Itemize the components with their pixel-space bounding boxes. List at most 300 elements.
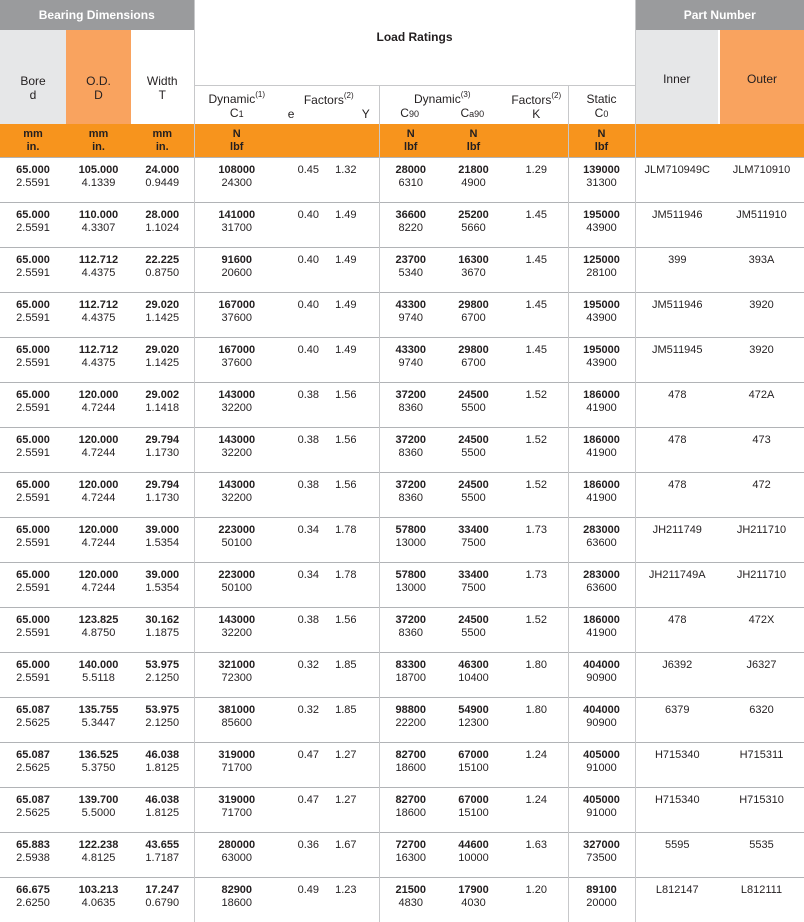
cell-c1 — [194, 338, 279, 383]
c0-value-secondary: 31300 — [569, 177, 635, 190]
c1-value-primary: 223000 — [195, 524, 280, 537]
cell-ca90 — [442, 698, 505, 743]
k-value: 1.80 — [526, 659, 547, 671]
cell-k — [505, 248, 568, 293]
k-value: 1.45 — [526, 209, 547, 221]
od-value-primary: 140.000 — [66, 659, 131, 672]
od-value-primary: 112.712 — [66, 254, 131, 267]
width-value-primary: 29.020 — [131, 344, 194, 357]
ca90-value-primary: 29800 — [442, 344, 505, 357]
od-value-secondary: 4.7244 — [66, 447, 131, 460]
width-value-secondary: 1.1730 — [131, 447, 194, 460]
cell-outer — [719, 473, 804, 518]
c1-subscript: 1 — [239, 109, 244, 119]
cell-e — [279, 383, 319, 428]
bore-label: Bore — [0, 74, 66, 88]
unit-imperial: in. — [0, 141, 66, 154]
cell-e — [279, 788, 319, 833]
c1-value-secondary: 50100 — [195, 582, 280, 595]
unit-imperial: lbf — [380, 141, 443, 154]
cell-ca90 — [442, 608, 505, 653]
c1-value-primary: 91600 — [195, 254, 280, 267]
width-value-secondary: 1.1024 — [131, 222, 194, 235]
cell-k — [505, 653, 568, 698]
outer-value: L812111 — [741, 884, 782, 896]
cell-c90 — [379, 788, 442, 833]
od-value-secondary: 4.8750 — [66, 627, 131, 640]
cell-y — [319, 473, 379, 518]
y-value: 1.49 — [335, 254, 356, 266]
width-value-secondary: 2.1250 — [131, 717, 194, 730]
c1-value-secondary: 50100 — [195, 537, 280, 550]
y-value: 1.23 — [335, 884, 356, 896]
cell-k — [505, 833, 568, 878]
cell-c90 — [379, 878, 442, 922]
od-value-secondary: 5.5118 — [66, 672, 131, 685]
cell-inner — [635, 383, 719, 428]
outer-value: 3920 — [749, 344, 773, 356]
cell-k — [505, 788, 568, 833]
cell-bore — [0, 428, 66, 473]
cell-width — [131, 653, 194, 698]
cell-od — [66, 203, 131, 248]
static-label: Static — [569, 92, 635, 106]
cell-c1 — [194, 608, 279, 653]
cell-c0 — [568, 428, 635, 473]
cell-width — [131, 608, 194, 653]
bore-value-secondary: 2.5625 — [0, 762, 66, 775]
bore-value-secondary: 2.5591 — [0, 357, 66, 370]
inner-value: 478 — [668, 389, 686, 401]
ca90-value-primary: 33400 — [442, 524, 505, 537]
width-value-secondary: 0.9449 — [131, 177, 194, 190]
od-value-primary: 122.238 — [66, 839, 131, 852]
cell-bore — [0, 743, 66, 788]
cell-c90 — [379, 563, 442, 608]
cell-y — [319, 293, 379, 338]
c1-value-secondary: 37600 — [195, 357, 280, 370]
c0-value-secondary: 41900 — [569, 627, 635, 640]
cell-inner — [635, 608, 719, 653]
ca90-value-primary: 24500 — [442, 434, 505, 447]
unit-e — [279, 124, 319, 158]
c90-value-primary: 36600 — [380, 209, 443, 222]
bore-value-secondary: 2.5591 — [0, 177, 66, 190]
cell-inner — [635, 653, 719, 698]
width-value-primary: 29.002 — [131, 389, 194, 402]
cell-c0 — [568, 833, 635, 878]
cell-y — [319, 203, 379, 248]
inner-value: 478 — [668, 434, 686, 446]
c1-value-secondary: 18600 — [195, 897, 280, 910]
c1-symbol: C — [230, 106, 239, 120]
c0-subscript: 0 — [603, 109, 608, 119]
cell-c1 — [194, 833, 279, 878]
cell-c0 — [568, 248, 635, 293]
ca90-value-primary: 67000 — [442, 794, 505, 807]
k-value: 1.52 — [526, 434, 547, 446]
load-ratings-header — [194, 0, 635, 85]
bore-value-primary: 65.000 — [0, 659, 66, 672]
cell-e — [279, 743, 319, 788]
cell-bore — [0, 653, 66, 698]
cell-c1 — [194, 203, 279, 248]
cell-k — [505, 518, 568, 563]
table-row — [0, 383, 804, 428]
cell-outer — [719, 383, 804, 428]
cell-od — [66, 338, 131, 383]
od-header — [66, 30, 131, 124]
od-value-secondary: 4.7244 — [66, 402, 131, 415]
c0-value-secondary: 41900 — [569, 492, 635, 505]
cell-outer — [719, 608, 804, 653]
od-value-primary: 120.000 — [66, 434, 131, 447]
c90-value-secondary: 9740 — [380, 312, 443, 325]
cell-width — [131, 518, 194, 563]
cell-c0 — [568, 158, 635, 203]
cell-od — [66, 698, 131, 743]
cell-bore — [0, 383, 66, 428]
cell-width — [131, 473, 194, 518]
ca90-symbol: C — [461, 106, 470, 120]
cell-inner — [635, 743, 719, 788]
c90-value-primary: 21500 — [380, 884, 443, 897]
cell-c0 — [568, 518, 635, 563]
cell-e — [279, 338, 319, 383]
c90-value-primary: 57800 — [380, 569, 443, 582]
c90-value-primary: 43300 — [380, 344, 443, 357]
dynamic3-header — [379, 85, 505, 124]
cell-e — [279, 563, 319, 608]
cell-c1 — [194, 383, 279, 428]
dynamic3-label: Dynamic — [414, 92, 461, 106]
outer-value: JH211710 — [737, 569, 786, 581]
cell-c90 — [379, 158, 442, 203]
cell-bore — [0, 203, 66, 248]
width-value-primary: 39.000 — [131, 524, 194, 537]
width-value-primary: 22.225 — [131, 254, 194, 267]
c1-value-primary: 167000 — [195, 344, 280, 357]
inner-value: JH211749A — [649, 569, 706, 581]
width-value-secondary: 1.8125 — [131, 807, 194, 820]
cell-c90 — [379, 518, 442, 563]
cell-y — [319, 563, 379, 608]
y-value: 1.27 — [335, 749, 356, 761]
cell-od — [66, 563, 131, 608]
cell-od — [66, 608, 131, 653]
e-value: 0.38 — [298, 434, 319, 446]
ca90-value-secondary: 3670 — [442, 267, 505, 280]
c90-value-primary: 82700 — [380, 794, 443, 807]
cell-ca90 — [442, 248, 505, 293]
c1-value-secondary: 24300 — [195, 177, 280, 190]
cell-od — [66, 833, 131, 878]
table-row — [0, 608, 804, 653]
bore-value-primary: 65.000 — [0, 614, 66, 627]
ca90-value-primary: 17900 — [442, 884, 505, 897]
cell-width — [131, 158, 194, 203]
width-value-secondary: 1.1875 — [131, 627, 194, 640]
od-value-secondary: 5.3447 — [66, 717, 131, 730]
unit-ca90 — [442, 124, 505, 158]
c90-value-secondary: 8360 — [380, 627, 443, 640]
cell-c0 — [568, 788, 635, 833]
bore-value-secondary: 2.5591 — [0, 627, 66, 640]
c1-value-secondary: 85600 — [195, 717, 280, 730]
ca90-value-primary: 24500 — [442, 479, 505, 492]
cell-ca90 — [442, 833, 505, 878]
cell-outer — [719, 158, 804, 203]
cell-k — [505, 608, 568, 653]
bore-value-primary: 66.675 — [0, 884, 66, 897]
factors-b-label: Factors — [511, 93, 551, 107]
e-value: 0.36 — [298, 839, 319, 851]
ca90-value-primary: 16300 — [442, 254, 505, 267]
bore-value-primary: 65.087 — [0, 749, 66, 762]
c0-value-primary: 327000 — [569, 839, 635, 852]
ca90-value-secondary: 6700 — [442, 312, 505, 325]
bore-value-secondary: 2.5591 — [0, 402, 66, 415]
y-value: 1.85 — [335, 659, 356, 671]
c0-value-primary: 125000 — [569, 254, 635, 267]
bore-symbol: d — [0, 88, 66, 102]
c0-value-primary: 186000 — [569, 434, 635, 447]
e-value: 0.49 — [298, 884, 319, 896]
bore-value-primary: 65.000 — [0, 299, 66, 312]
c1-value-primary: 321000 — [195, 659, 280, 672]
c0-value-primary: 195000 — [569, 209, 635, 222]
ca90-value-secondary: 7500 — [442, 537, 505, 550]
inner-value: 399 — [668, 254, 686, 266]
cell-bore — [0, 698, 66, 743]
y-value: 1.56 — [335, 389, 356, 401]
cell-bore — [0, 518, 66, 563]
unit-bore — [0, 124, 66, 158]
cell-bore — [0, 788, 66, 833]
unit-metric: N — [569, 128, 635, 141]
cell-bore — [0, 563, 66, 608]
cell-width — [131, 563, 194, 608]
y-value: 1.85 — [335, 704, 356, 716]
od-value-secondary: 5.5000 — [66, 807, 131, 820]
unit-imperial: lbf — [569, 141, 635, 154]
c90-value-primary: 23700 — [380, 254, 443, 267]
e-value: 0.40 — [298, 299, 319, 311]
cell-y — [319, 608, 379, 653]
od-value-secondary: 4.8125 — [66, 852, 131, 865]
k-value: 1.80 — [526, 704, 547, 716]
cell-k — [505, 428, 568, 473]
ca90-value-secondary: 12300 — [442, 717, 505, 730]
bore-value-primary: 65.000 — [0, 524, 66, 537]
width-header — [131, 30, 194, 124]
width-value-primary: 24.000 — [131, 164, 194, 177]
c0-value-primary: 283000 — [569, 569, 635, 582]
e-value: 0.32 — [298, 704, 319, 716]
bore-value-primary: 65.000 — [0, 479, 66, 492]
c90-value-secondary: 8360 — [380, 492, 443, 505]
ca90-value-secondary: 6700 — [442, 357, 505, 370]
cell-od — [66, 518, 131, 563]
outer-value: H715310 — [739, 794, 784, 806]
c0-value-secondary: 43900 — [569, 222, 635, 235]
ca90-subscript: a90 — [469, 109, 484, 119]
bore-value-primary: 65.000 — [0, 164, 66, 177]
ca90-value-secondary: 5500 — [442, 492, 505, 505]
y-value: 1.49 — [335, 344, 356, 356]
y-value: 1.49 — [335, 209, 356, 221]
cell-k — [505, 293, 568, 338]
cell-outer — [719, 203, 804, 248]
c0-value-primary: 283000 — [569, 524, 635, 537]
table-row — [0, 203, 804, 248]
cell-c90 — [379, 383, 442, 428]
cell-c90 — [379, 338, 442, 383]
width-value-secondary: 1.5354 — [131, 537, 194, 550]
k-value: 1.63 — [526, 839, 547, 851]
outer-value: 473 — [752, 434, 770, 446]
cell-od — [66, 653, 131, 698]
table-row — [0, 833, 804, 878]
factors-a-label: Factors — [304, 93, 344, 107]
cell-k — [505, 158, 568, 203]
cell-e — [279, 653, 319, 698]
c0-value-primary: 405000 — [569, 794, 635, 807]
c90-value-secondary: 4830 — [380, 897, 443, 910]
factors-b-note: (2) — [551, 91, 561, 100]
od-symbol: D — [66, 88, 131, 102]
c1-value-primary: 143000 — [195, 434, 280, 447]
cell-k — [505, 743, 568, 788]
factors-b-header — [505, 85, 568, 124]
width-value-primary: 29.020 — [131, 299, 194, 312]
y-value: 1.27 — [335, 794, 356, 806]
width-value-primary: 53.975 — [131, 704, 194, 717]
cell-y — [319, 158, 379, 203]
c90-value-secondary: 16300 — [380, 852, 443, 865]
c90-value-secondary: 22200 — [380, 717, 443, 730]
ca90-value-primary: 25200 — [442, 209, 505, 222]
bore-value-secondary: 2.5591 — [0, 267, 66, 280]
cell-e — [279, 878, 319, 922]
c90-value-secondary: 18600 — [380, 807, 443, 820]
cell-width — [131, 248, 194, 293]
table-row — [0, 518, 804, 563]
cell-c1 — [194, 473, 279, 518]
cell-y — [319, 878, 379, 922]
cell-ca90 — [442, 293, 505, 338]
table-row — [0, 563, 804, 608]
outer-value: 6320 — [749, 704, 773, 716]
cell-ca90 — [442, 563, 505, 608]
c90-value-secondary: 8360 — [380, 402, 443, 415]
ca90-value-primary: 33400 — [442, 569, 505, 582]
c0-value-secondary: 20000 — [569, 897, 635, 910]
c1-value-primary: 167000 — [195, 299, 280, 312]
outer-header: Outer — [719, 30, 804, 124]
c0-value-secondary: 91000 — [569, 807, 635, 820]
inner-value: JM511946 — [652, 209, 703, 221]
cell-c0 — [568, 338, 635, 383]
cell-od — [66, 383, 131, 428]
cell-c1 — [194, 788, 279, 833]
cell-c0 — [568, 608, 635, 653]
c0-value-secondary: 43900 — [569, 312, 635, 325]
table-row — [0, 653, 804, 698]
c0-value-primary: 404000 — [569, 704, 635, 717]
static-header — [568, 85, 635, 124]
cell-e — [279, 608, 319, 653]
cell-width — [131, 293, 194, 338]
od-value-secondary: 4.7244 — [66, 582, 131, 595]
unit-k — [505, 124, 568, 158]
cell-outer — [719, 428, 804, 473]
cell-width — [131, 383, 194, 428]
table-row — [0, 293, 804, 338]
table-row — [0, 878, 804, 922]
cell-y — [319, 428, 379, 473]
k-value: 1.24 — [526, 749, 547, 761]
cell-od — [66, 788, 131, 833]
cell-c90 — [379, 428, 442, 473]
outer-value: 472 — [752, 479, 770, 491]
cell-ca90 — [442, 878, 505, 922]
cell-e — [279, 203, 319, 248]
width-value-primary: 46.038 — [131, 749, 194, 762]
bore-value-secondary: 2.5591 — [0, 312, 66, 325]
cell-bore — [0, 878, 66, 922]
cell-outer — [719, 518, 804, 563]
cell-outer — [719, 878, 804, 922]
cell-c1 — [194, 878, 279, 922]
cell-outer — [719, 833, 804, 878]
cell-y — [319, 383, 379, 428]
bore-value-primary: 65.000 — [0, 569, 66, 582]
y-value: 1.78 — [335, 524, 356, 536]
cell-c0 — [568, 653, 635, 698]
k-value: 1.73 — [526, 569, 547, 581]
c0-value-secondary: 41900 — [569, 447, 635, 460]
cell-bore — [0, 833, 66, 878]
cell-inner — [635, 338, 719, 383]
ca90-value-secondary: 5500 — [442, 627, 505, 640]
c1-value-primary: 319000 — [195, 794, 280, 807]
cell-ca90 — [442, 158, 505, 203]
dynamic1-note: (1) — [255, 90, 265, 99]
cell-od — [66, 428, 131, 473]
cell-width — [131, 428, 194, 473]
c0-symbol: C — [595, 106, 604, 120]
cell-inner — [635, 833, 719, 878]
inner-value: J6392 — [662, 659, 692, 671]
c1-value-primary: 223000 — [195, 569, 280, 582]
outer-value: H715311 — [740, 749, 784, 761]
cell-width — [131, 878, 194, 922]
cell-outer — [719, 338, 804, 383]
table-row — [0, 473, 804, 518]
unit-inner — [635, 124, 719, 158]
c1-value-secondary: 32200 — [195, 627, 280, 640]
cell-inner — [635, 428, 719, 473]
bore-value-primary: 65.883 — [0, 839, 66, 852]
cell-width — [131, 203, 194, 248]
c90-value-secondary: 13000 — [380, 537, 443, 550]
e-value: 0.40 — [298, 209, 319, 221]
bore-value-primary: 65.000 — [0, 389, 66, 402]
outer-value: 5535 — [749, 839, 773, 851]
od-value-primary: 103.213 — [66, 884, 131, 897]
cell-inner — [635, 878, 719, 922]
